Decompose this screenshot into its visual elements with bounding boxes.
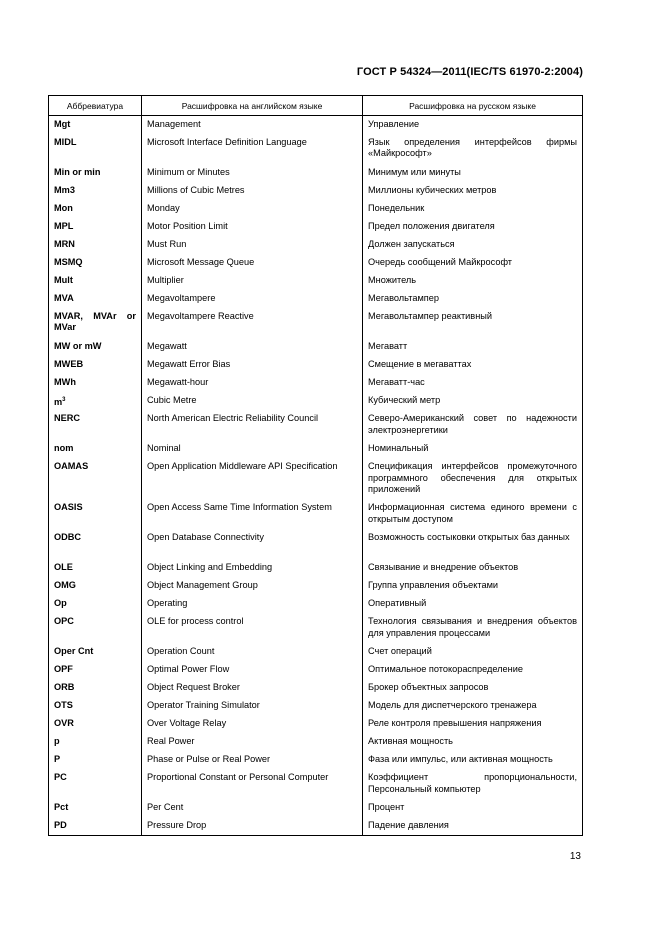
abbreviations-table <box>48 95 583 836</box>
abbr-cell <box>49 308 142 338</box>
abbr-text: p <box>54 736 60 747</box>
column-header-abbr: Аббревиатура <box>49 96 142 116</box>
abbr-text: MVA <box>54 292 74 303</box>
russian-cell: Модель для диспетчерского тренажера <box>363 697 583 715</box>
russian-cell: Счет операций <box>363 643 583 661</box>
abbr-text: MW or mW <box>54 340 102 351</box>
russian-cell: Смещение в мегаваттах <box>363 356 583 374</box>
abbr-cell <box>49 272 142 290</box>
russian-cell: Информационная система единого времени с открытым доступом <box>363 499 583 529</box>
russian-cell: Технология связывания и внедрения объектов для управления процессами <box>363 613 583 643</box>
english-cell: Object Management Group <box>142 577 363 595</box>
document-header: ГОСТ Р 54324—2011(IEC/TS 61970-2:2004) <box>356 66 583 78</box>
english-cell: Proportional Constant or Personal Computer <box>142 769 363 799</box>
russian-cell: Очередь сообщений Майкрософт <box>363 254 583 272</box>
english-cell: Per Cent <box>142 799 363 817</box>
russian-cell: Понедельник <box>363 200 583 218</box>
english-cell: Operator Training Simulator <box>142 697 363 715</box>
english-cell: Object Request Broker <box>142 679 363 697</box>
russian-cell: Минимум или минуты <box>363 164 583 182</box>
russian-cell: Мегаватт-час <box>363 374 583 392</box>
table-row <box>49 374 583 392</box>
table-row <box>49 817 583 835</box>
table-row <box>49 769 583 799</box>
abbr-text: OPC <box>54 616 74 627</box>
abbr-cell <box>49 458 142 499</box>
russian-cell: Коэффициент пропорциональности, Персональный компьютер <box>363 769 583 799</box>
abbr-cell <box>49 236 142 254</box>
table-row <box>49 679 583 697</box>
table-row <box>49 613 583 643</box>
english-cell: Optimal Power Flow <box>142 661 363 679</box>
abbr-text: Mon <box>54 202 73 213</box>
table-row <box>49 164 583 182</box>
english-cell: Megavoltampere <box>142 290 363 308</box>
english-cell: North American Electric Reliability Council <box>142 410 363 440</box>
table-row <box>49 751 583 769</box>
english-cell: Must Run <box>142 236 363 254</box>
abbr-cell <box>49 643 142 661</box>
english-cell: Minimum or Minutes <box>142 164 363 182</box>
english-cell: Megawatt-hour <box>142 374 363 392</box>
abbr-cell <box>49 733 142 751</box>
russian-cell: Должен запускаться <box>363 236 583 254</box>
page-number: 13 <box>569 851 581 862</box>
abbr-text: OMG <box>54 580 76 591</box>
table-row <box>49 200 583 218</box>
abbr-cell <box>49 116 142 134</box>
abbr-cell <box>49 374 142 392</box>
table-row <box>49 308 583 338</box>
abbr-text: PD <box>54 820 67 831</box>
abbr-cell <box>49 817 142 835</box>
table-row <box>49 559 583 577</box>
abbr-text: Mult <box>54 274 73 285</box>
abbr-cell <box>49 661 142 679</box>
russian-cell: Связывание и внедрение объектов <box>363 559 583 577</box>
table-row <box>49 458 583 499</box>
abbr-cell <box>49 410 142 440</box>
abbr-text: OASIS <box>54 502 83 513</box>
abbr-text: MRN <box>54 238 75 249</box>
english-cell: Open Access Same Time Information System <box>142 499 363 529</box>
abbr-text: MWh <box>54 376 76 387</box>
table-row <box>49 392 583 411</box>
abbr-text: MSMQ <box>54 256 83 267</box>
table-row <box>49 338 583 356</box>
russian-cell: Активная мощность <box>363 733 583 751</box>
abbr-cell <box>49 499 142 529</box>
english-cell: Megawatt Error Bias <box>142 356 363 374</box>
table-row <box>49 577 583 595</box>
abbr-text: PC <box>54 772 67 783</box>
english-cell: Operation Count <box>142 643 363 661</box>
english-cell: Megavoltampere Reactive <box>142 308 363 338</box>
russian-cell: Управление <box>363 116 583 134</box>
abbr-text: MVAR, MVAr or MVar <box>54 310 136 332</box>
abbr-text: Pct <box>54 802 69 813</box>
abbr-text: MPL <box>54 220 74 231</box>
abbr-text: OTS <box>54 700 73 711</box>
column-header-en: Расшифровка на английском языке <box>142 96 363 116</box>
abbr-text: ODBC <box>54 532 82 543</box>
abbr-superscript: 3 <box>62 396 66 403</box>
table-row <box>49 595 583 613</box>
table-row <box>49 733 583 751</box>
table-row <box>49 134 583 164</box>
table-row <box>49 529 583 559</box>
table-row <box>49 799 583 817</box>
abbr-text: Mgt <box>54 119 71 129</box>
abbr-cell <box>49 769 142 799</box>
russian-cell: Кубический метр <box>363 392 583 411</box>
russian-cell: Падение давления <box>363 817 583 835</box>
abbr-text: OPF <box>54 664 73 675</box>
table-header-row <box>49 96 583 116</box>
abbr-cell <box>49 751 142 769</box>
abbr-cell <box>49 392 142 411</box>
english-cell: Phase or Pulse or Real Power <box>142 751 363 769</box>
english-cell: Monday <box>142 200 363 218</box>
abbr-cell <box>49 134 142 164</box>
abbr-cell <box>49 200 142 218</box>
abbr-text: Min or min <box>54 166 101 177</box>
russian-cell: Предел положения двигателя <box>363 218 583 236</box>
table-row <box>49 661 583 679</box>
table-row <box>49 218 583 236</box>
abbr-cell <box>49 440 142 458</box>
abbr-text: OLE <box>54 562 73 573</box>
table-row <box>49 116 583 134</box>
russian-cell: Группа управления объектами <box>363 577 583 595</box>
table-row <box>49 440 583 458</box>
english-cell: Pressure Drop <box>142 817 363 835</box>
abbr-cell <box>49 338 142 356</box>
abbr-text: OVR <box>54 718 74 729</box>
english-cell: Operating <box>142 595 363 613</box>
abbr-cell <box>49 254 142 272</box>
russian-cell: Оптимальное потокораспределение <box>363 661 583 679</box>
abbr-text: ORB <box>54 682 75 693</box>
abbr-cell <box>49 182 142 200</box>
abbr-text: Oper Cnt <box>54 646 94 657</box>
table-row <box>49 254 583 272</box>
abbr-cell <box>49 559 142 577</box>
russian-cell: Миллионы кубических метров <box>363 182 583 200</box>
english-cell: Multiplier <box>142 272 363 290</box>
abbr-cell <box>49 164 142 182</box>
abbr-text: MWEB <box>54 358 84 369</box>
english-cell: Over Voltage Relay <box>142 715 363 733</box>
table-row <box>49 715 583 733</box>
russian-cell: Реле контроля превышения напряжения <box>363 715 583 733</box>
abbr-cell <box>49 356 142 374</box>
table-row <box>49 499 583 529</box>
russian-cell: Возможность состыковки открытых баз данных <box>363 529 583 559</box>
russian-cell: Северо-Американский совет по надежности электроэнергетики <box>363 410 583 440</box>
russian-cell: Мегаватт <box>363 338 583 356</box>
abbr-cell <box>49 290 142 308</box>
abbr-text: MIDL <box>54 136 77 147</box>
russian-cell: Номинальный <box>363 440 583 458</box>
russian-cell: Фаза или импульс, или активная мощность <box>363 751 583 769</box>
abbr-cell <box>49 613 142 643</box>
english-cell: Millions of Cubic Metres <box>142 182 363 200</box>
english-cell: Microsoft Interface Definition Language <box>142 134 363 164</box>
english-cell: Cubic Metre <box>142 392 363 411</box>
russian-cell: Мегавольтампер реактивный <box>363 308 583 338</box>
table-row <box>49 356 583 374</box>
table-row <box>49 410 583 440</box>
table-row <box>49 697 583 715</box>
table-row <box>49 272 583 290</box>
abbr-cell <box>49 697 142 715</box>
russian-cell: Процент <box>363 799 583 817</box>
abbr-text: NERC <box>54 413 81 424</box>
abbr-text: Mm3 <box>54 184 75 195</box>
abbr-text: m <box>54 396 63 407</box>
russian-cell: Спецификация интерфейсов промежуточного программного обеспечения для открытых приложений <box>363 458 583 499</box>
english-cell: Management <box>142 116 363 134</box>
table-row <box>49 236 583 254</box>
abbr-text: P <box>54 754 61 765</box>
english-cell: Real Power <box>142 733 363 751</box>
abbr-cell <box>49 218 142 236</box>
english-cell: Microsoft Message Queue <box>142 254 363 272</box>
english-cell: Object Linking and Embedding <box>142 559 363 577</box>
english-cell: Nominal <box>142 440 363 458</box>
english-cell: Open Application Middleware API Specification <box>142 458 363 499</box>
table-row <box>49 643 583 661</box>
english-cell: Open Database Connectivity <box>142 529 363 559</box>
english-cell: Megawatt <box>142 338 363 356</box>
russian-cell: Оперативный <box>363 595 583 613</box>
english-cell: OLE for process control <box>142 613 363 643</box>
russian-cell: Мегавольтампер <box>363 290 583 308</box>
column-header-ru: Расшифровка на русском языке <box>363 96 583 116</box>
table-row <box>49 182 583 200</box>
russian-cell: Брокер объектных запросов <box>363 679 583 697</box>
russian-cell: Множитель <box>363 272 583 290</box>
abbr-cell <box>49 577 142 595</box>
abbr-text: nom <box>54 443 74 454</box>
abbr-cell <box>49 715 142 733</box>
abbr-cell <box>49 799 142 817</box>
russian-cell: Язык определения интерфейсов фирмы «Майкрософт» <box>363 134 583 164</box>
english-cell: Motor Position Limit <box>142 218 363 236</box>
abbr-cell <box>49 679 142 697</box>
abbr-cell <box>49 529 142 559</box>
abbr-text: Op <box>54 598 67 609</box>
table-row <box>49 290 583 308</box>
abbr-cell <box>49 595 142 613</box>
abbr-text: OAMAS <box>54 461 89 472</box>
